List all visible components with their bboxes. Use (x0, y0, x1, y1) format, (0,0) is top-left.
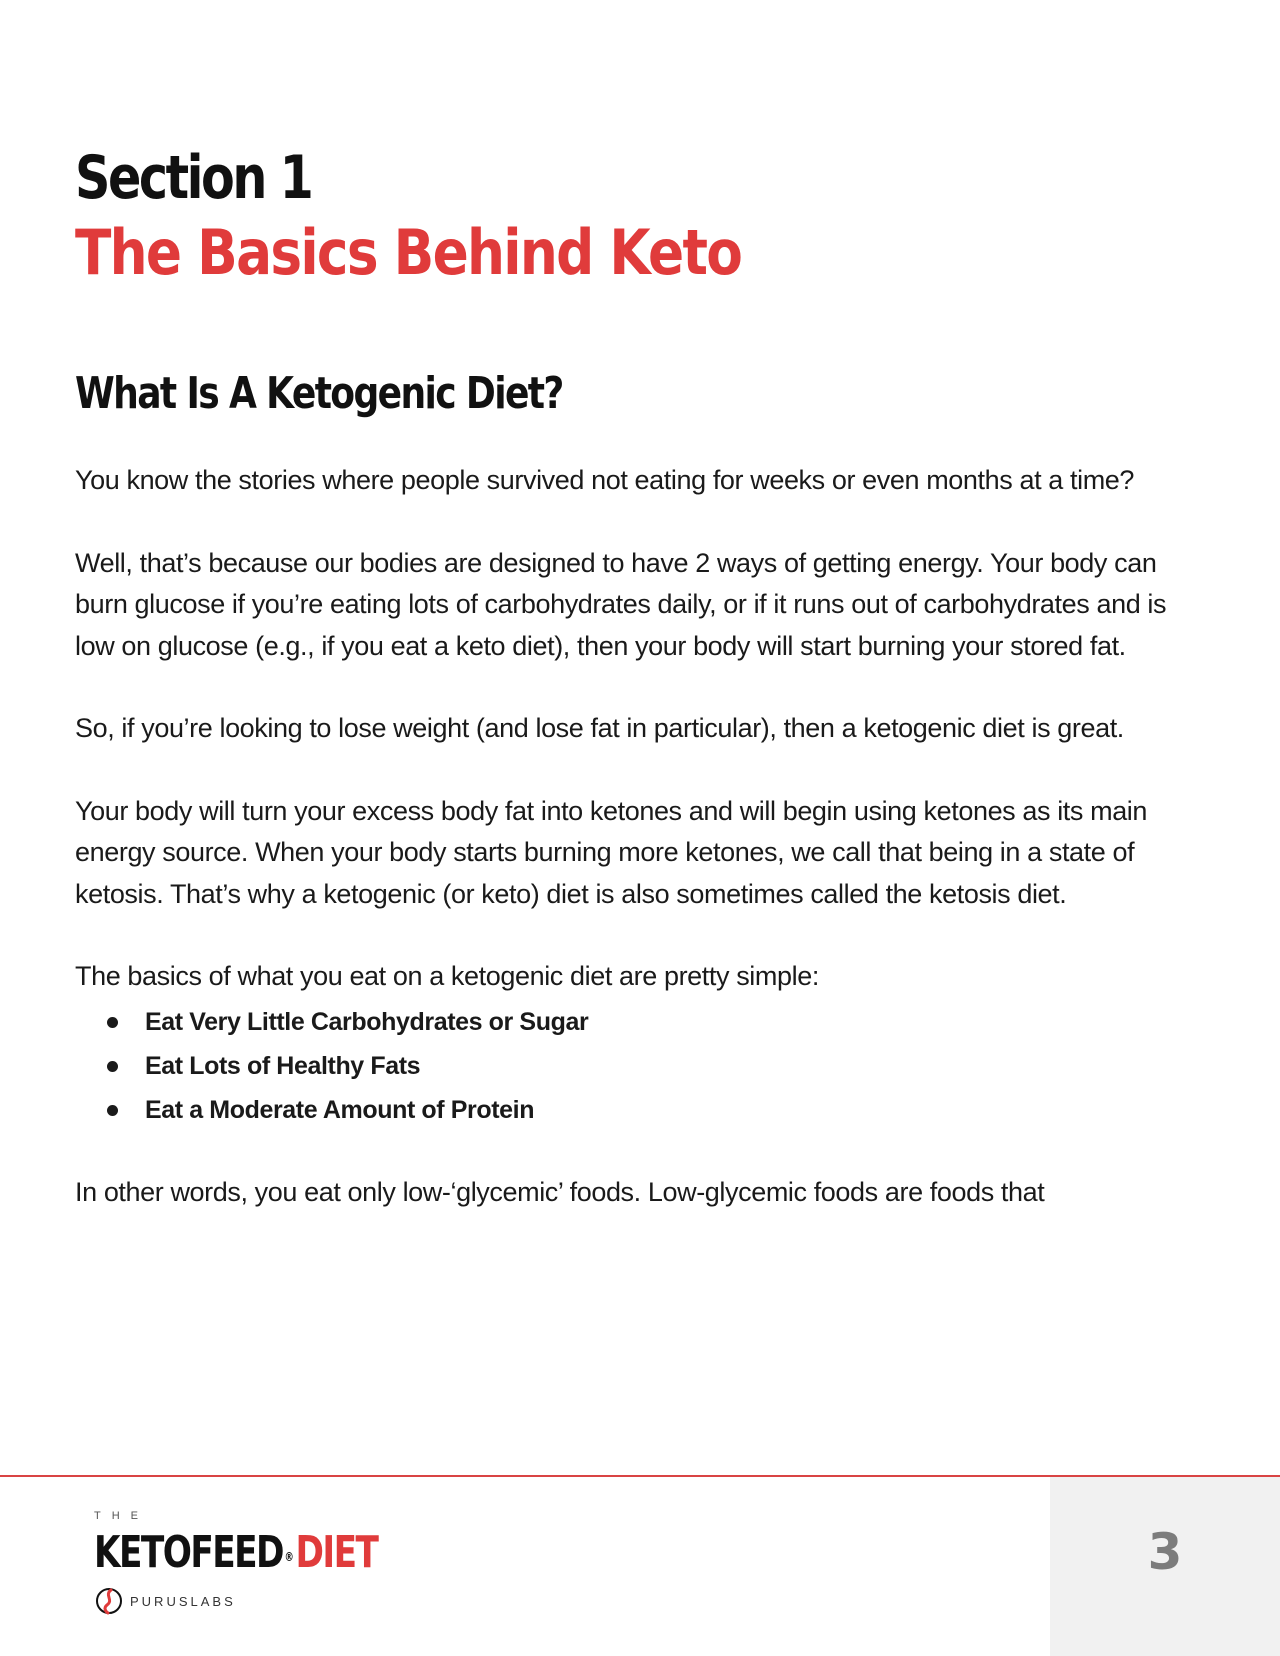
paragraph-6: In other words, you eat only low-‘glycemic’ foods. Low-glycemic foods are foods that (75, 1176, 1045, 1207)
section-label: Section 1 (75, 143, 312, 213)
subheading-ketogenic-diet: What Is A Ketogenic Diet? (75, 368, 563, 419)
paragraph-2: Well, that’s because our bodies are designed to have 2 ways of getting energy. Your body can burn glucose if you’re eating lots of carbohydrates daily, or if it runs out of carbohydrates and is low on glucose (e.g., if you eat a keto diet), then your body will start burning your stored fat. (75, 547, 1167, 661)
list-item-text: Eat Lots of Healthy Fats (145, 1051, 421, 1080)
logo-ketofeed-text: KETOFEED (94, 1527, 283, 1578)
logo-the-text: THE (94, 1510, 149, 1522)
paragraph-5: The basics of what you eat on a ketogenic diet are pretty simple: (75, 961, 819, 991)
paragraph-1: You know the stories where people survived not eating for weeks or even months at a time? (75, 465, 1135, 495)
ketofeed-diet-logo (94, 1510, 424, 1620)
list-item-text: Eat Very Little Carbohydrates or Sugar (145, 1007, 589, 1036)
list-item (107, 1088, 1205, 1132)
bullet-dot-icon (107, 1105, 118, 1116)
paragraph-4: Your body will turn your excess body fat into ketones and will begin using ketones as its main energy source. When your body starts burning more ketones, we call that being in a state of ketosis. That’s why a ketogenic (or keto) diet is also sometimes called the ketosis diet. (75, 795, 1148, 909)
list-item (107, 1044, 1205, 1088)
diet-basics-list (75, 1000, 1205, 1132)
puruslabs-brand-text: PURUSLABS (130, 1593, 236, 1609)
paragraph-3: So, if you’re looking to lose weight (and lose fat in particular), then a ketogenic diet is great. (75, 713, 1124, 743)
page-number: 3 (1147, 1523, 1183, 1581)
section-title: The Basics Behind Keto (75, 216, 742, 289)
registered-mark: ® (284, 1550, 293, 1564)
bullet-dot-icon (107, 1061, 118, 1072)
puruslabs-logo (94, 1586, 236, 1616)
puruslabs-emblem-icon (94, 1586, 124, 1616)
logo-wordmark (94, 1528, 377, 1582)
list-item-text: Eat a Moderate Amount of Protein (145, 1095, 535, 1124)
page-content (75, 140, 1205, 1213)
bullet-dot-icon (107, 1017, 118, 1028)
logo-diet-text: DIET (295, 1527, 378, 1578)
list-item (107, 1000, 1205, 1044)
